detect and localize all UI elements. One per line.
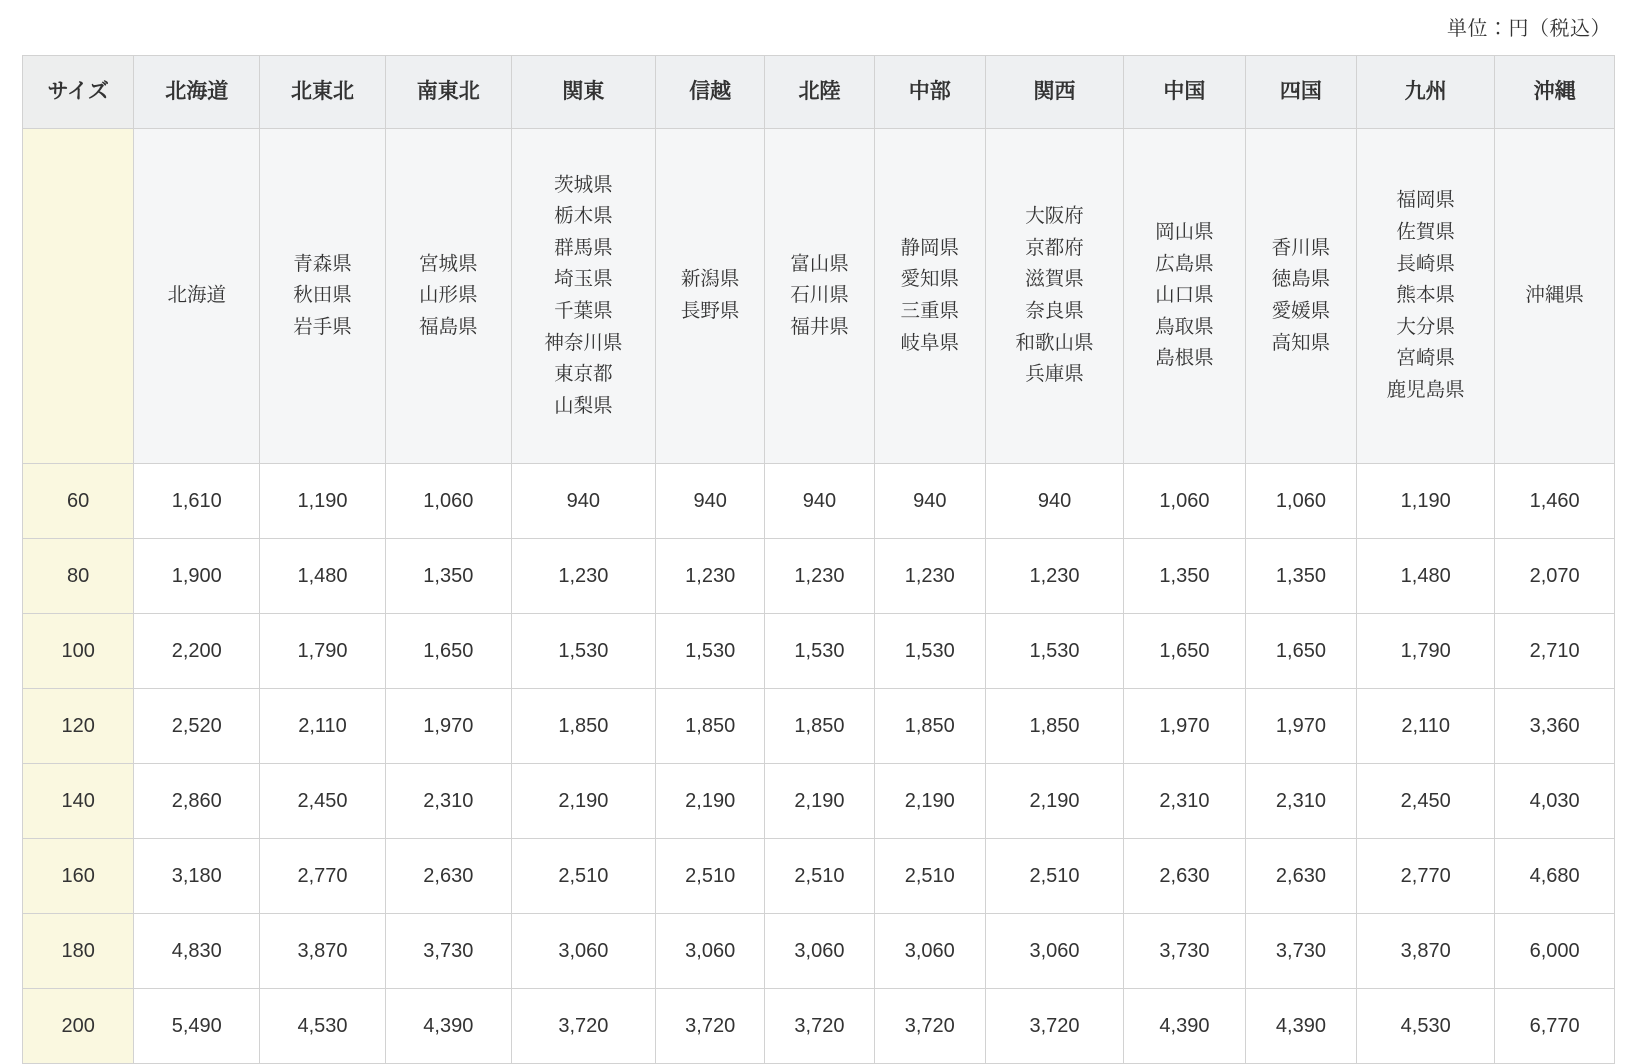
fee-cell: 2,110 (260, 689, 386, 764)
fee-cell: 2,510 (511, 839, 655, 914)
column-header-okinawa: 沖縄 (1495, 56, 1615, 129)
fee-cell: 1,650 (1124, 614, 1246, 689)
fee-cell: 1,060 (385, 464, 511, 539)
fee-cell: 2,310 (1124, 764, 1246, 839)
table-row (23, 614, 1615, 689)
fee-cell: 2,630 (1124, 839, 1246, 914)
fee-cell: 2,190 (985, 764, 1123, 839)
table-row (23, 539, 1615, 614)
fee-cell: 1,530 (874, 614, 985, 689)
fee-cell: 1,850 (765, 689, 874, 764)
fee-cell: 4,530 (1357, 989, 1495, 1064)
fee-cell: 4,530 (260, 989, 386, 1064)
table-header (23, 56, 1615, 129)
fee-cell: 2,770 (260, 839, 386, 914)
column-header-kyushu: 九州 (1357, 56, 1495, 129)
fee-cell: 1,610 (134, 464, 260, 539)
column-header-shinetsu: 信越 (656, 56, 765, 129)
fee-cell: 1,190 (260, 464, 386, 539)
fee-cell: 1,230 (765, 539, 874, 614)
fee-cell: 4,680 (1495, 839, 1615, 914)
fee-cell: 2,310 (1245, 764, 1356, 839)
fee-cell: 1,650 (1245, 614, 1356, 689)
size-cell: 180 (23, 914, 134, 989)
fee-cell: 3,060 (511, 914, 655, 989)
table-row (23, 989, 1615, 1064)
prefecture-cell-size (23, 129, 134, 464)
fee-cell: 1,480 (260, 539, 386, 614)
fee-cell: 1,060 (1245, 464, 1356, 539)
fee-cell: 3,060 (874, 914, 985, 989)
fee-cell: 2,510 (874, 839, 985, 914)
prefecture-cell-okinawa: 沖縄県 (1495, 129, 1615, 464)
fee-cell: 2,200 (134, 614, 260, 689)
column-header-shikoku: 四国 (1245, 56, 1356, 129)
fee-cell: 1,350 (385, 539, 511, 614)
fee-cell: 2,770 (1357, 839, 1495, 914)
fee-cell: 3,720 (874, 989, 985, 1064)
table-row (23, 764, 1615, 839)
fee-cell: 2,450 (260, 764, 386, 839)
prefecture-cell-shikoku: 香川県 徳島県 愛媛県 高知県 (1245, 129, 1356, 464)
fee-cell: 1,530 (765, 614, 874, 689)
column-header-chugoku: 中国 (1124, 56, 1246, 129)
fee-cell: 1,060 (1124, 464, 1246, 539)
fee-cell: 3,730 (1245, 914, 1356, 989)
fee-cell: 1,230 (656, 539, 765, 614)
fee-cell: 2,190 (656, 764, 765, 839)
fee-cell: 2,710 (1495, 614, 1615, 689)
column-header-kansai: 関西 (985, 56, 1123, 129)
fee-cell: 940 (874, 464, 985, 539)
prefecture-row (23, 129, 1615, 464)
fee-cell: 1,530 (985, 614, 1123, 689)
fee-cell: 3,720 (765, 989, 874, 1064)
fee-cell: 940 (656, 464, 765, 539)
table-row (23, 839, 1615, 914)
column-header-hokkaido: 北海道 (134, 56, 260, 129)
prefecture-cell-shinetsu: 新潟県 長野県 (656, 129, 765, 464)
column-header-kita-tohoku: 北東北 (260, 56, 386, 129)
fee-cell: 1,970 (1245, 689, 1356, 764)
fee-cell: 4,030 (1495, 764, 1615, 839)
fee-cell: 1,790 (260, 614, 386, 689)
fee-cell: 2,630 (1245, 839, 1356, 914)
fee-cell: 3,720 (656, 989, 765, 1064)
table-body (23, 129, 1615, 1064)
header-row (23, 56, 1615, 129)
fee-cell: 1,900 (134, 539, 260, 614)
column-header-chubu: 中部 (874, 56, 985, 129)
fee-cell: 3,360 (1495, 689, 1615, 764)
size-cell: 120 (23, 689, 134, 764)
fee-cell: 1,790 (1357, 614, 1495, 689)
fee-cell: 2,110 (1357, 689, 1495, 764)
fee-cell: 1,230 (874, 539, 985, 614)
fee-cell: 1,480 (1357, 539, 1495, 614)
fee-cell: 3,870 (1357, 914, 1495, 989)
fee-cell: 1,350 (1245, 539, 1356, 614)
fee-cell: 1,650 (385, 614, 511, 689)
fee-cell: 1,190 (1357, 464, 1495, 539)
table-row (23, 464, 1615, 539)
fee-cell: 3,720 (985, 989, 1123, 1064)
prefecture-cell-chubu: 静岡県 愛知県 三重県 岐阜県 (874, 129, 985, 464)
column-header-kanto: 関東 (511, 56, 655, 129)
fee-cell: 2,450 (1357, 764, 1495, 839)
fee-cell: 1,460 (1495, 464, 1615, 539)
fee-cell: 5,490 (134, 989, 260, 1064)
fee-cell: 1,850 (985, 689, 1123, 764)
fee-cell: 6,770 (1495, 989, 1615, 1064)
fee-cell: 940 (985, 464, 1123, 539)
fee-cell: 3,720 (511, 989, 655, 1064)
fee-cell: 4,390 (1245, 989, 1356, 1064)
fee-cell: 2,190 (874, 764, 985, 839)
column-header-size: サイズ (23, 56, 134, 129)
prefecture-cell-chugoku: 岡山県 広島県 山口県 鳥取県 島根県 (1124, 129, 1246, 464)
prefecture-cell-kyushu: 福岡県 佐賀県 長崎県 熊本県 大分県 宮崎県 鹿児島県 (1357, 129, 1495, 464)
fee-cell: 2,190 (511, 764, 655, 839)
fee-cell: 2,510 (656, 839, 765, 914)
fee-cell: 3,730 (385, 914, 511, 989)
prefecture-cell-kanto: 茨城県 栃木県 群馬県 埼玉県 千葉県 神奈川県 東京都 山梨県 (511, 129, 655, 464)
prefecture-cell-minami-tohoku: 宮城県 山形県 福島県 (385, 129, 511, 464)
prefecture-cell-hokkaido: 北海道 (134, 129, 260, 464)
fee-cell: 4,390 (385, 989, 511, 1064)
unit-note: 単位：円（税込） (1447, 18, 1611, 40)
prefecture-cell-hokuriku: 富山県 石川県 福井県 (765, 129, 874, 464)
fee-cell: 3,870 (260, 914, 386, 989)
size-cell: 80 (23, 539, 134, 614)
shipping-fee-table (22, 55, 1615, 1064)
fee-cell: 3,730 (1124, 914, 1246, 989)
table-row (23, 689, 1615, 764)
fee-cell: 3,060 (765, 914, 874, 989)
column-header-minami-tohoku: 南東北 (385, 56, 511, 129)
fee-cell: 2,510 (985, 839, 1123, 914)
prefecture-cell-kansai: 大阪府 京都府 滋賀県 奈良県 和歌山県 兵庫県 (985, 129, 1123, 464)
fee-cell: 1,850 (511, 689, 655, 764)
size-cell: 160 (23, 839, 134, 914)
fee-cell: 1,230 (511, 539, 655, 614)
fee-cell: 2,860 (134, 764, 260, 839)
fee-cell: 1,850 (656, 689, 765, 764)
fee-cell: 1,350 (1124, 539, 1246, 614)
size-cell: 200 (23, 989, 134, 1064)
fee-cell: 940 (765, 464, 874, 539)
fee-cell: 3,180 (134, 839, 260, 914)
fee-cell: 1,530 (656, 614, 765, 689)
size-cell: 140 (23, 764, 134, 839)
fee-cell: 1,230 (985, 539, 1123, 614)
prefecture-cell-kita-tohoku: 青森県 秋田県 岩手県 (260, 129, 386, 464)
fee-cell: 2,070 (1495, 539, 1615, 614)
table-row (23, 914, 1615, 989)
fee-cell: 1,970 (385, 689, 511, 764)
size-cell: 60 (23, 464, 134, 539)
fee-cell: 1,970 (1124, 689, 1246, 764)
fee-cell: 2,510 (765, 839, 874, 914)
fee-cell: 2,310 (385, 764, 511, 839)
fee-cell: 2,630 (385, 839, 511, 914)
size-cell: 100 (23, 614, 134, 689)
column-header-hokuriku: 北陸 (765, 56, 874, 129)
fee-cell: 940 (511, 464, 655, 539)
fee-cell: 4,390 (1124, 989, 1246, 1064)
fee-cell: 2,190 (765, 764, 874, 839)
fee-cell: 3,060 (985, 914, 1123, 989)
fee-cell: 4,830 (134, 914, 260, 989)
fee-cell: 1,850 (874, 689, 985, 764)
fee-cell: 1,530 (511, 614, 655, 689)
fee-cell: 6,000 (1495, 914, 1615, 989)
fee-cell: 3,060 (656, 914, 765, 989)
fee-cell: 2,520 (134, 689, 260, 764)
